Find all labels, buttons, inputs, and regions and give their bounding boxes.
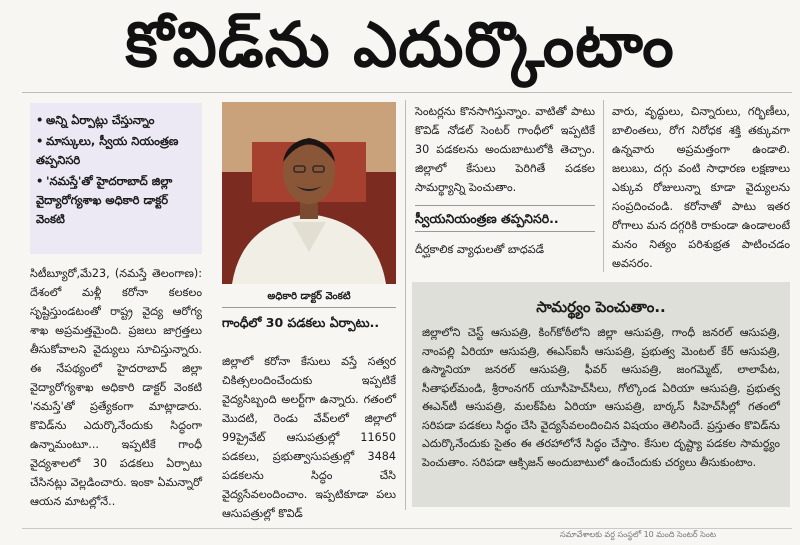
article-column-2: జిల్లాలో కరోనా కేసులు వస్తే సత్వర చికిత్సలందించేందుకు ఇప్పటికే వైద్యసిబ్బంది అలర్ట్‌గా ఉన్నారు. గతంలో మొదటి, రెండు వేవ్‌లలో జిల్లాలో 99ప్రైవేట్ ఆసుపత్రుల్లో 11650 పడకలు, ప్రభుత్వాసుపత్రుల్లో 3484 పడకలను సిద్ధం చేసి వైద్యసేవలందించాం. ఇప్పటికూడా పలు ఆసుపత్రుల్లో కొవిడ్ [222,355,396,520]
summary-point: • మాస్కులు, స్వీయ నియంత్రణ తప్పనిసరి [36,134,179,167]
bullet-icon: • [36,134,44,148]
doctor-photo [222,102,396,284]
article-column-1: సిటీబ్యూరో,మే23, (నమస్తే తెలంగాణ): దేశంలో మళ్లీ కరోనా కలకలం సృష్టిస్తుండటంతో రాష్ట్ర వైద్య ఆరోగ్య శాఖ అప్రమత్తమైంది. ప్రజలు జాగ్రత్తలు తీసుకోవాలని వైద్యులు సూచిస్తున్నారు. ఈ నేపథ్యంలో హైదరాబాద్ జిల్లా వైద్యారోగ్యశాఖ అధికారి డాక్టర్ వెంకటి 'నమస్తే'తో ప్రత్యేకంగా మాట్లాడారు. కొవిడ్‌ను ఎదుర్కొనేందుకు సిద్ధంగా ఉన్నామంటూ... ఇప్పటికే గాంధీ వైద్యశాలలో 30 పడకలు ఏర్పాటు చేసినట్లు వెల్లడించారు. ఇంకా ఏమన్నారో ఆయన మాటల్లోనే.. [30,267,202,508]
photo-caption: అధికారి డాక్టర్ వెంకటి [222,287,396,308]
bullet-icon: • [36,113,44,127]
article-column-3: సెంటర్లను కొనసాగిస్తున్నాం. వాటితో పాటు కొవిడ్ నోడల్ సెంటర్ గాంధీలో ఇప్పటికే 30 పడకలను అందుబాటులోకి తెచ్చాం. జిల్లాలో కేసులు పెరిగితే పడకల సామర్థ్యాన్ని పెంచుతాం. [415,105,595,194]
summary-point: • 'నమస్తే'తో హైదరాబాద్ జిల్లా వైద్యారోగ్యశాఖ అధికారి డాక్టర్ వెంకటి [36,174,173,226]
bullet-icon: • [36,174,44,188]
summary-box [30,103,202,254]
subhead-self-control: స్వీయనియంత్రణ తప్పనిసరి.. [415,205,595,232]
box-title: సామర్థ్యం పెంచుతాం.. [536,298,666,316]
next-article-strip: సమావేశాలకు వర్ద సంస్థలో 10 మంది సెంటర్ సెంట [560,530,717,539]
article-column-4: వారు, వృద్ధులు, చిన్నారులు, గర్భిణీలు, బాలింతలు, రోగ నిరోధక శక్తి తక్కువగా ఉన్నవారు అప్రమత్తంగా ఉండాలి. జలుబు, దగ్గు వంటి సాధారణ లక్షణాలు ఎక్కువ రోజులున్నా కూడా వైద్యులను సంప్రదించండి. కరోనాతో పాటు ఇతర రోగాలు మన దగ్గరికి రాకుండా ఉండాలంటే మనం నిత్యం పరిశుభ్రత పాటించడం అవసరం. [612,105,790,270]
headline-divider [22,92,792,93]
headline: కోవిడ్‌ను ఎదుర్కొంటాం [125,8,675,81]
portrait-image [222,102,396,284]
summary-point: • అన్ని ఏర్పాట్లు చేస్తున్నాం [36,111,196,130]
article-column-3-continued: దీర్ఘకాలిక వ్యాధులతో బాధపడే [415,243,544,256]
capacity-box [412,282,790,507]
column-divider [603,100,604,272]
bottom-divider [22,528,792,529]
subhead-gandhi: గాంధీలో 30 పడకలు ఏర్పాటు.. [222,315,380,330]
box-text: జిల్లాలోని చెస్ట్ ఆసుపత్రి, కింగ్‌కోఠీలోని జిల్లా ఆసుపత్రి, గాంధీ జనరల్ ఆసుపత్రి, నాంపల్లి ఏరియా ఆసుపత్రి, ఈఎస్ఐసీ ఆసుపత్రి, ప్రభుత్వ మెంటల్ కేర్ ఆసుపత్రి, ఉస్మానియా జనరల్ ఆసుపత్రి, ఫీవర్ ఆసుపత్రి, జంగమ్మెట్, లాలాపేట, సీతాఫల్‌మండి, శ్రీరాంనగర్ యూసీహెచ్‌సీలు, గోల్కొండ ఏరియా ఆసుపత్రి, ప్రభుత్వ ఈఎన్‌టీ ఆసుపత్రి, మలక్‌పేట ఏరియా ఆసుపత్రి, బార్కస్ సీహెచ్‌సీల్లో గతంలో సరిపడా పడకలు సిద్ధం చేసి వైద్యసేవలందించిన విషయం తెలిసిందే. ప్రస్తుతం కొవిడ్‌ను ఎదుర్కొనేందుకు సైతం ఈ తరహాలోనే సిద్ధం చేస్తాం. కేసుల దృష్ట్యా పడకల సామర్థ్యం పెంచుతాం. సరిపడా ఆక్సిజన్ అందుబాటులో ఉంచేందుకు చర్యలు తీసుకుంటాం. [422,326,780,469]
column-divider [405,100,406,510]
